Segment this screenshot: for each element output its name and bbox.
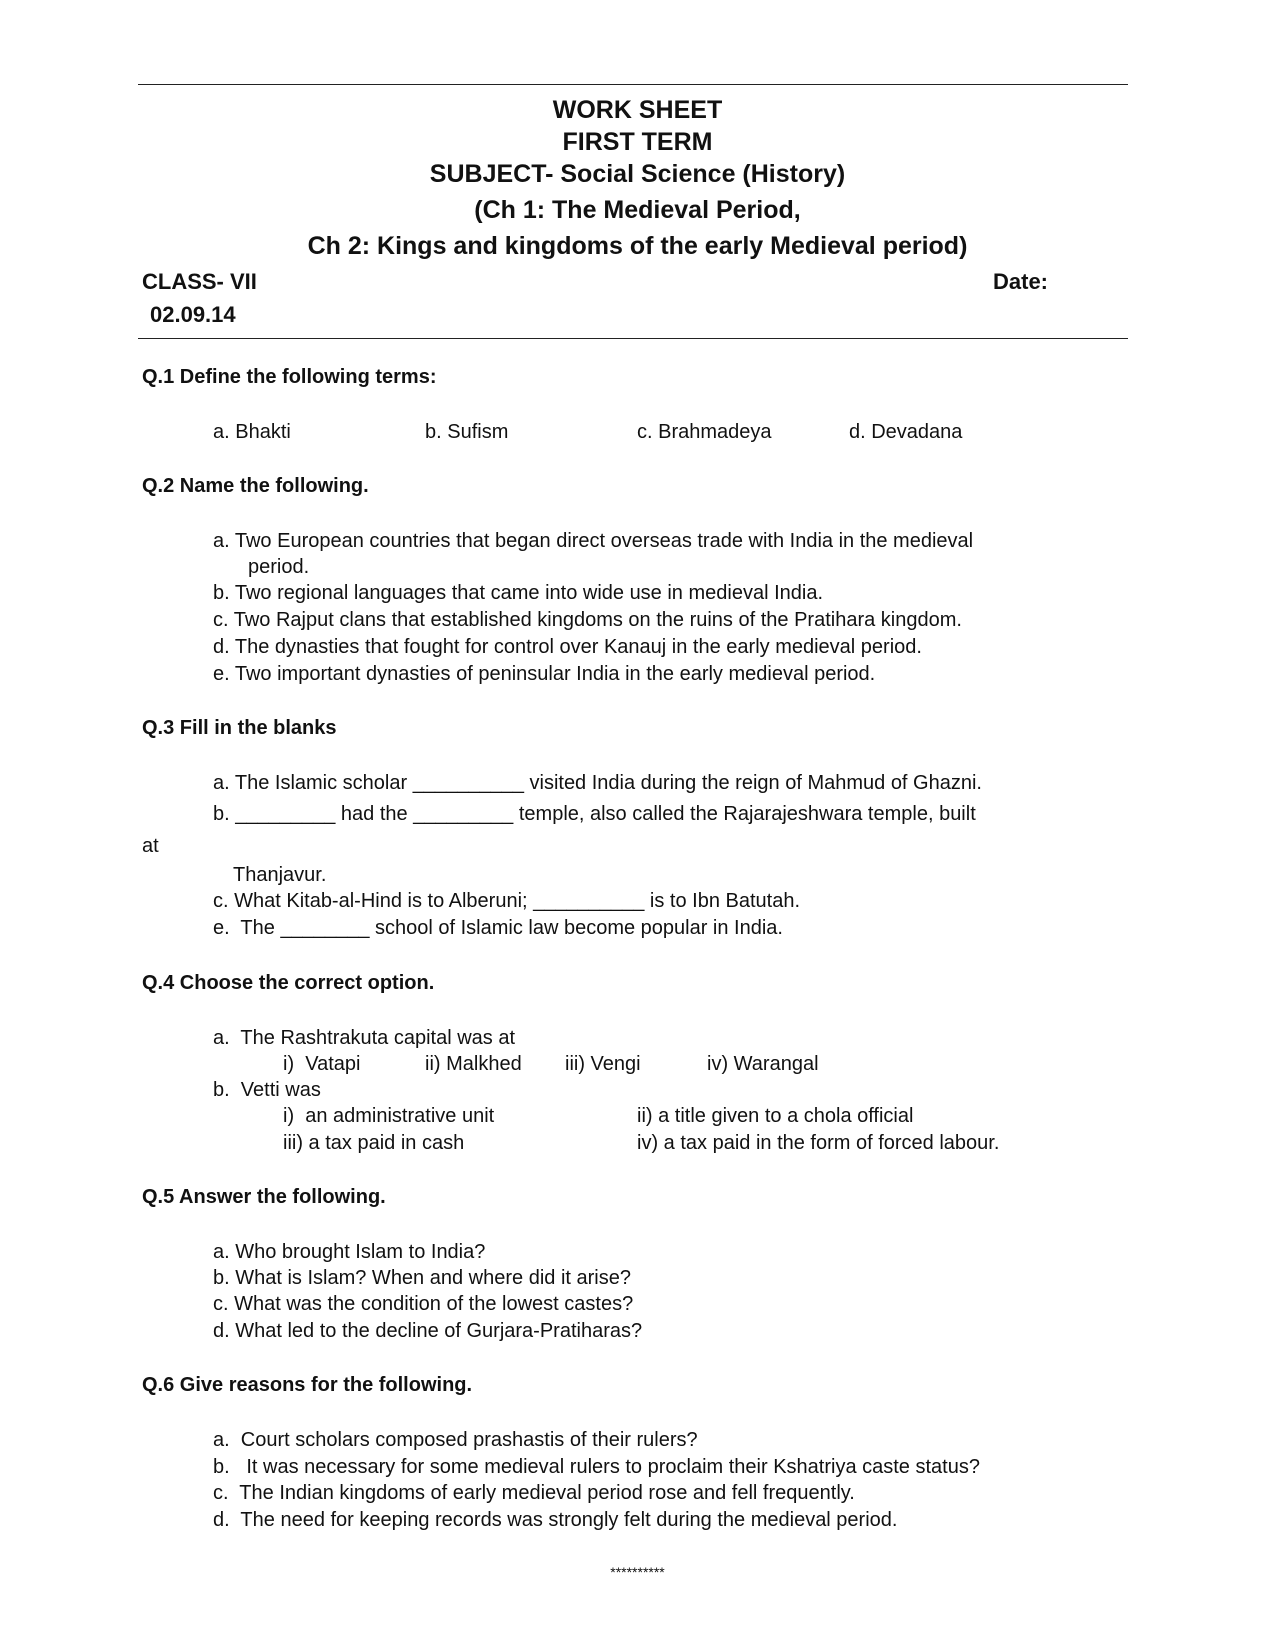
list-item: e. Two important dynasties of peninsular India in the early medieval period. bbox=[213, 663, 876, 685]
subject: SUBJECT- Social Science (History) bbox=[429, 160, 846, 188]
list-item: c. What was the condition of the lowest castes? bbox=[213, 1293, 634, 1315]
option: iii) a tax paid in cash bbox=[283, 1132, 465, 1154]
list-item: period. bbox=[248, 556, 310, 578]
option: i) an administrative unit bbox=[283, 1105, 495, 1127]
list-item: a. Bhakti bbox=[213, 421, 291, 443]
list-item: c. What Kitab-al-Hind is to Alberuni; __________ is to Ibn Batutah. bbox=[213, 890, 801, 912]
class-label: CLASS- VII bbox=[142, 269, 257, 294]
q4-title: Q.4 Choose the correct option. bbox=[142, 972, 435, 994]
question-a: a. The Rashtrakuta capital was at bbox=[213, 1027, 516, 1049]
q1-title: Q.1 Define the following terms: bbox=[142, 366, 437, 388]
date-label: Date: bbox=[993, 269, 1049, 294]
option: iii) Vengi bbox=[565, 1053, 641, 1075]
header-rule bbox=[138, 338, 1128, 339]
q6-title: Q.6 Give reasons for the following. bbox=[142, 1374, 473, 1396]
list-item: a. The Islamic scholar __________ visited India during the reign of Mahmud of Ghazni. bbox=[213, 772, 982, 794]
q3-title: Q.3 Fill in the blanks bbox=[142, 717, 337, 739]
list-item: c. The Indian kingdoms of early medieval period rose and fell frequently. bbox=[213, 1482, 855, 1504]
list-item: d. The need for keeping records was strongly felt during the medieval period. bbox=[213, 1509, 898, 1531]
term: FIRST TERM bbox=[562, 128, 713, 156]
list-item: b. Two regional languages that came into wide use in medieval India. bbox=[213, 582, 824, 604]
option: i) Vatapi bbox=[283, 1053, 361, 1075]
footer-stars: ********** bbox=[610, 1564, 665, 1580]
chapter-1: (Ch 1: The Medieval Period, bbox=[474, 196, 801, 224]
list-item: b. What is Islam? When and where did it arise? bbox=[213, 1267, 631, 1289]
list-item: d. What led to the decline of Gurjara-Pratiharas? bbox=[213, 1320, 643, 1342]
date-value: 02.09.14 bbox=[150, 302, 236, 327]
list-item: b. It was necessary for some medieval rulers to proclaim their Kshatriya caste status? bbox=[213, 1456, 980, 1478]
list-item: a. Court scholars composed prashastis of their rulers? bbox=[213, 1429, 698, 1451]
q5-title: Q.5 Answer the following. bbox=[142, 1186, 386, 1208]
list-item: at bbox=[142, 835, 159, 857]
chapter-2: Ch 2: Kings and kingdoms of the early Medieval period) bbox=[307, 232, 968, 260]
title: WORK SHEET bbox=[552, 96, 723, 124]
option: iv) Warangal bbox=[707, 1053, 819, 1075]
list-item: b. _________ had the _________ temple, also called the Rajarajeshwara temple, built bbox=[213, 803, 976, 825]
option: ii) a title given to a chola official bbox=[637, 1105, 914, 1127]
top-rule bbox=[138, 84, 1128, 85]
list-item: c. Two Rajput clans that established kingdoms on the ruins of the Pratihara kingdom. bbox=[213, 609, 962, 631]
list-item: d. The dynasties that fought for control over Kanauj in the early medieval period. bbox=[213, 636, 922, 658]
list-item: b. Sufism bbox=[425, 421, 509, 443]
list-item: a. Who brought Islam to India? bbox=[213, 1241, 486, 1263]
option: ii) Malkhed bbox=[425, 1053, 522, 1075]
question-b: b. Vetti was bbox=[213, 1079, 321, 1101]
list-item: Thanjavur. bbox=[233, 864, 327, 886]
list-item: e. The ________ school of Islamic law become popular in India. bbox=[213, 917, 783, 939]
option: iv) a tax paid in the form of forced labour. bbox=[637, 1132, 1000, 1154]
list-item: d. Devadana bbox=[849, 421, 963, 443]
q2-title: Q.2 Name the following. bbox=[142, 475, 369, 497]
list-item: c. Brahmadeya bbox=[637, 421, 772, 443]
list-item: a. Two European countries that began direct overseas trade with India in the medieval bbox=[213, 530, 974, 552]
